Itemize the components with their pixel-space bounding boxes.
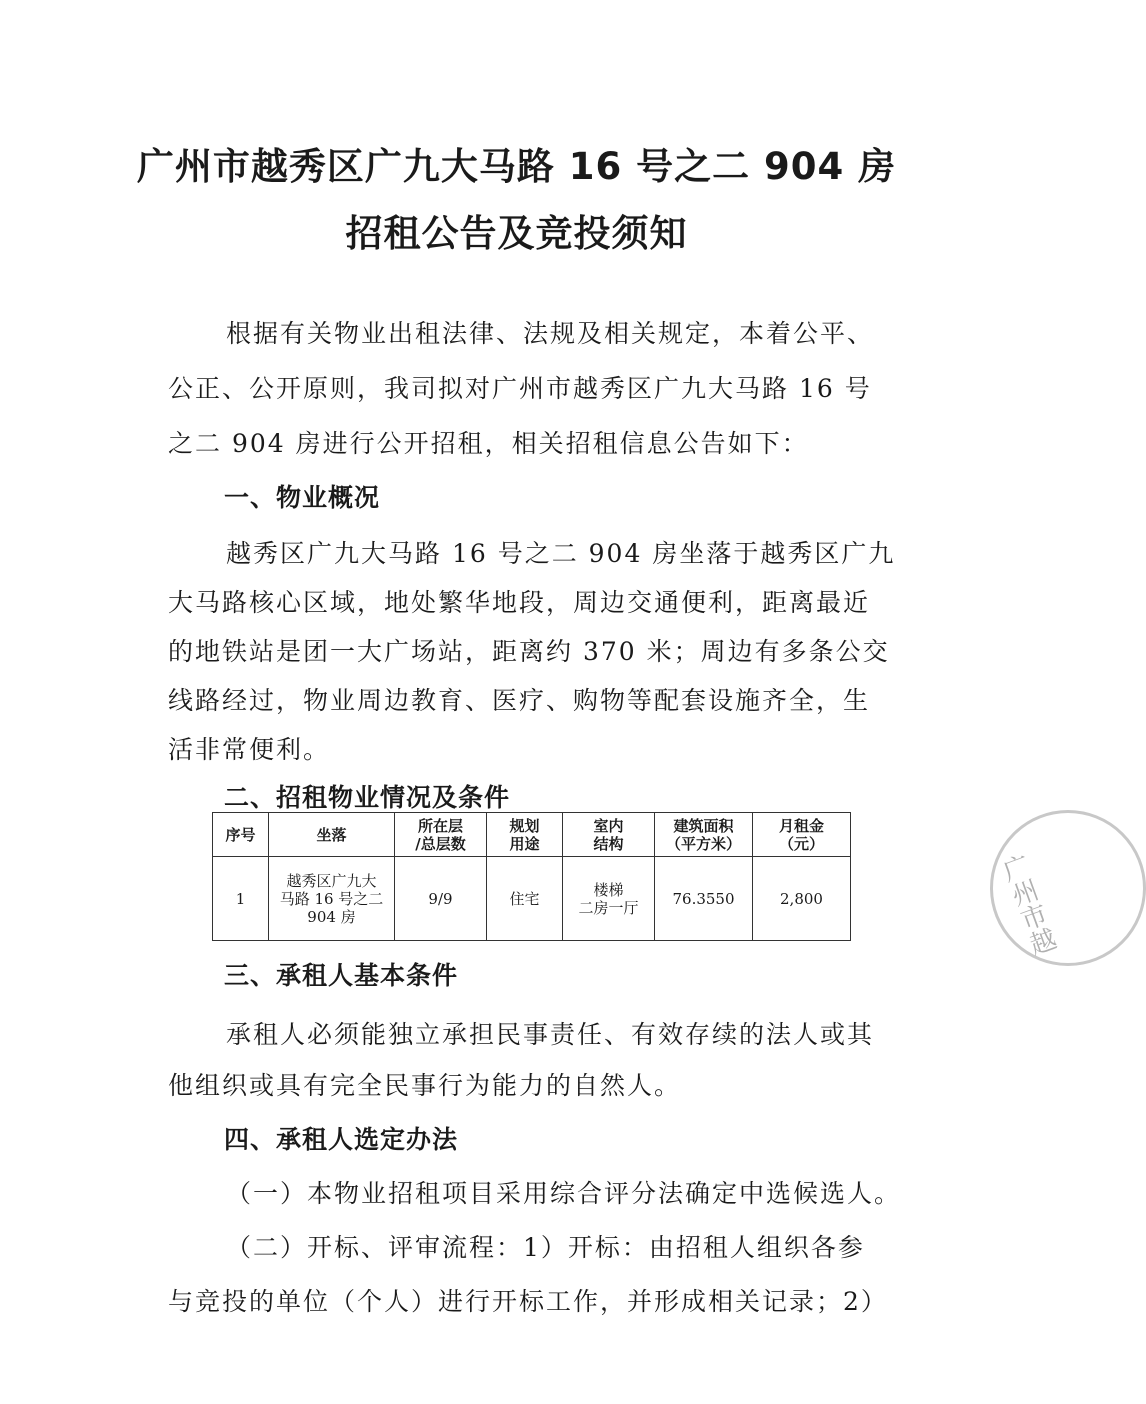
section-3-line: 承租人必须能独立承担民事责任、有效存续的法人或其 xyxy=(226,1020,875,1049)
title-line-1: 广州市越秀区广九大马路 16 号之二 904 房 xyxy=(136,145,897,188)
cell-location: 越秀区广九大 马路 16 号之二 904 房 xyxy=(269,857,395,941)
cell-seq: 1 xyxy=(213,857,269,941)
header-area: 建筑面积 （平方米） xyxy=(655,813,753,857)
cell-structure: 楼梯 二房一厅 xyxy=(563,857,655,941)
table-header-row xyxy=(213,813,851,857)
header-location: 坐落 xyxy=(269,813,395,857)
section-4-line: 与竞投的单位（个人）进行开标工作，并形成相关记录；2） xyxy=(168,1287,888,1316)
table-row xyxy=(213,857,851,941)
header-usage: 规划 用途 xyxy=(487,813,563,857)
header-rent: 月租金 （元） xyxy=(753,813,851,857)
title-line-2: 招租公告及竞投须知 xyxy=(345,212,688,255)
cell-floor: 9/9 xyxy=(395,857,487,941)
official-seal: 广州市越 xyxy=(990,810,1146,966)
section-1-line: 的地铁站是团一大广场站，距离约 370 米；周边有多条公交 xyxy=(168,637,890,666)
cell-area: 76.3550 xyxy=(655,857,753,941)
header-seq: 序号 xyxy=(213,813,269,857)
section-4-line: （二）开标、评审流程：1）开标：由招租人组织各参 xyxy=(226,1233,865,1262)
section-1-line: 越秀区广九大马路 16 号之二 904 房坐落于越秀区广九 xyxy=(226,539,896,568)
property-table xyxy=(212,812,851,941)
section-1-line: 活非常便利。 xyxy=(168,735,331,764)
section-1-line: 线路经过，物业周边教育、医疗、购物等配套设施齐全，生 xyxy=(168,686,871,715)
header-structure: 室内 结构 xyxy=(563,813,655,857)
section-3-line: 他组织或具有完全民事行为能力的自然人。 xyxy=(168,1071,682,1100)
header-floor: 所在层 /总层数 xyxy=(395,813,487,857)
intro-line-2: 公正、公开原则，我司拟对广州市越秀区广九大马路 16 号 xyxy=(168,374,872,403)
section-2-heading: 二、招租物业情况及条件 xyxy=(224,783,511,812)
section-1-heading: 一、物业概况 xyxy=(224,483,381,512)
intro-line-1: 根据有关物业出租法律、法规及相关规定，本着公平、 xyxy=(226,319,875,348)
section-1-line: 大马路核心区域，地处繁华地段，周边交通便利，距离最近 xyxy=(168,588,871,617)
section-4-heading: 四、承租人选定办法 xyxy=(224,1125,459,1154)
cell-usage: 住宅 xyxy=(487,857,563,941)
section-3-heading: 三、承租人基本条件 xyxy=(224,961,459,990)
section-4-line: （一）本物业招租项目采用综合评分法确定中选候选人。 xyxy=(226,1179,902,1208)
intro-line-3: 之二 904 房进行公开招租，相关招租信息公告如下： xyxy=(168,429,809,458)
cell-rent: 2,800 xyxy=(753,857,851,941)
